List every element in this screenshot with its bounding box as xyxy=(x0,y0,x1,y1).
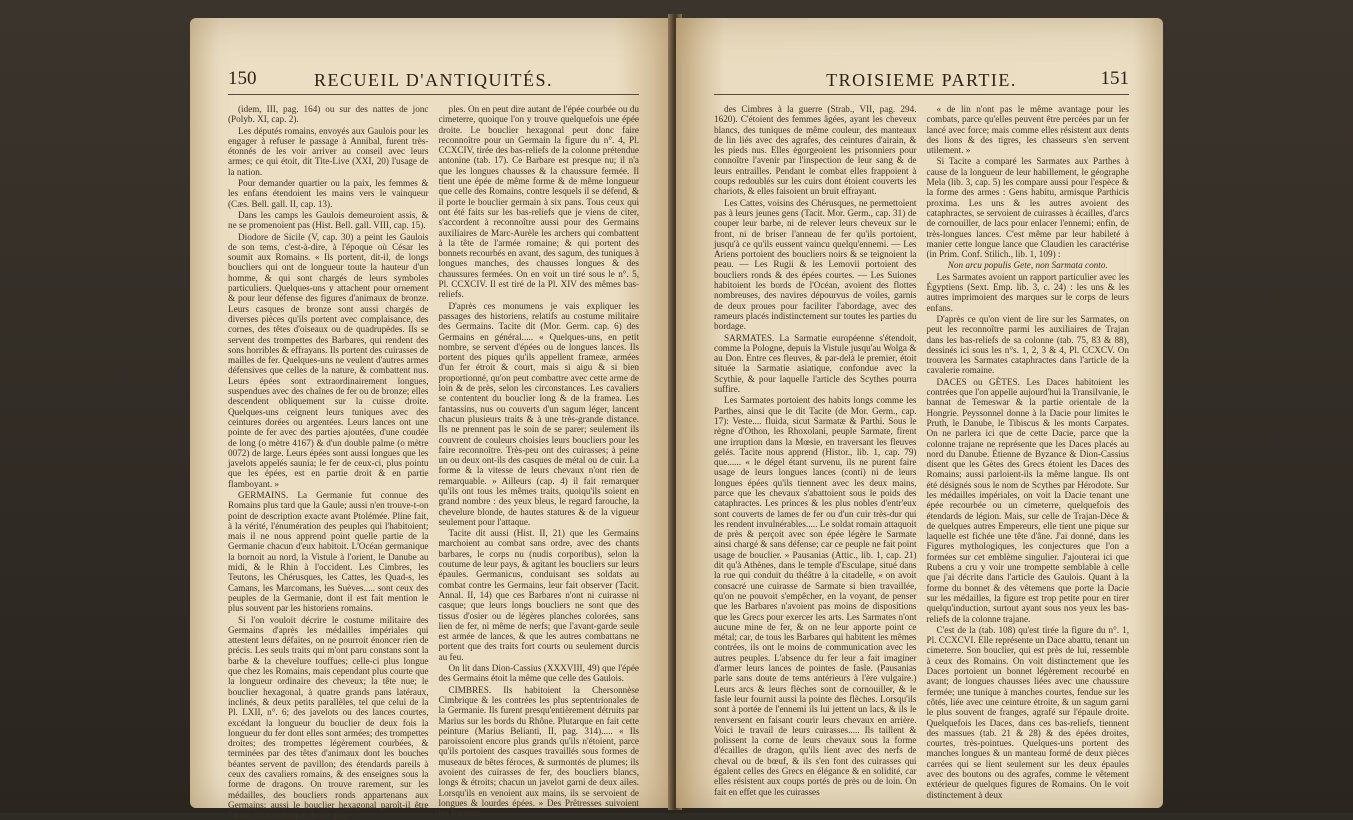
left-page-header xyxy=(228,68,639,95)
paragraph: (idem, III, pag. 164) ou sur des nattes de jonc (Polyb. XI, cap. 2). xyxy=(228,104,429,125)
left-column-2 xyxy=(438,104,640,819)
left-page-columns xyxy=(228,104,639,820)
paragraph: Si l'on vouloit décrire le costume militaire des Germains d'après les médailles impériales qui attestent leurs défaites, on ne pourroit énoncer rien de précis. Les seuls traits qui m'ont paru constans sont la barbe & la chevelure touffues; celle-ci plus longue que chez les Romains, mais cependant plus courte que la longueur ordinaire des cheveux; la tête nue; le bouclier hexagonal, à quatre grands pans latéraux, inclinés, & deux petits parallèles, tel que celui de la Pl. LXII, n°. 6; des javelots ou des lances courtes, excédant la longueur du bouclier de deux fois la longueur du fer dont elles sont armées; des trompettes droites; des trompettes légèrement courbées, & terminées par des têtes d'animaux dont les bouches béantes servent de pavillon; des étendards pareils à ceux des cavaliers romains, & des enseignes sous la forme de dragons. On trouve rarement, sur les médailles, des boucliers ronds appartenans aux Germains; aussi le bouclier hexagonal paroît-il être l'arme caractéristique de ces peu- xyxy=(228,614,429,820)
paragraph: Diodore de Sicile (V, cap. 30) a peint les Gaulois de son tems, c'est-à-dire, à l'époque où César les soumit aux Romains. « Ils portent, dit-il, de longs boucliers qui ont de longueur toute la hauteur d'un homme, & qui sont chargés de leurs symboles particuliers. Quelques-uns y attachent pour ornement & pour leur défense des figures d'animaux de bronze. Leurs casques de bronze sont aussi chargés de diverses pièces qu'ils portent avec complaisance, des cornes, des têtes d'oiseaux ou de quadrupèdes. Ils se servent des trompettes des Barbares, qui rendent des sons horribles & effrayans. Ils portent des cuirasses de mailles de fer. Quelques-uns ne veulent d'autres armes défensives que celles de la nature, & combattent nus. Leurs épées sont extraordinairement longues, suspendues avec des chaînes de fer ou de bronze; elles descendent obliquement sur la cuisse droite. Quelques-uns ceignent leurs tuniques avec des ceintures dorées ou argentées. Leurs lances ont une pointe de fer avec des parties ajoutées, d'une coudée de long (o mètre 4167) & d'un double palme (o mètre 0072) de large. Leurs épées sont aussi longues que les javelots appelés saunia; le fer de ceux-ci, plus pointu que les épées, est en partie droit & en partie flamboyant. » xyxy=(228,231,429,489)
paragraph: « de lin n'ont pas le même avantage pour les combats, parce qu'elles peuvent être percées par un fer lancé avec force; mais comme elles résistent aux dents des lions & des tigres, les chasseurs s'en servent utilement. » xyxy=(926,104,1129,156)
paragraph: Dans les camps les Gaulois demeuroient assis, & ne se promenoient pas (Hist. Bell. gall. VIII, cap. 15). xyxy=(228,209,429,231)
paragraph: DACES ou GÈTES. Les Daces habitoient les contrées que l'on appelle aujourd'hui la Transilvanie, le bannat de Temeswar & la partie orientale de la Hongrie. Peyssonnel donne à la Dacie pour limites le Pruth, le Danube, le Tibiscus & les monts Carpates. On ne parlera ici que de cette Dacie, parce que la colonne trajane ne représente que les Daces placés au nord du Danube. Étienne de Byzance & Dion-Cassius disent que les Gètes des Grecs étoient les Daces des Romains; aussi parloient-ils la même langue. Ils ont été désignés sous le nom de Scythes par Hérodote. Sur les médailles impériales, on voit la Dacie tenant une épée recourbée ou un cimeterre, quelquefois des étendards de légion. Mais, sur celle de Trajan-Dèce & de quelques autres Empereurs, elle tient une pique sur laquelle est fichée une tête d'âne. J'ai donné, dans les Figures mythologiques, les conjectures que l'on a formées sur cet emblème singulier. J'ajouterai ici que Rubens a cru y voir une trompette semblable à celle que j'ai décrite dans l'article des Gaulois. Quant à la forme du bonnet & des vêtemens que porte la Dacie sur les médailles, la figure est trop petite pour en tirer quelqu'induction, surtout ayant sous nos yeux les bas-reliefs de la colonne trajane. xyxy=(926,376,1129,624)
paragraph: D'après ces monumens je vais expliquer les passages des historiens, relatifs au costume militaire des Germains. Tacite dit (Mor. Germ. cap. 6) des Germains en général..... « Quelques-uns, en petit nombre, se servent d'épées ou de longues lances. Ils portent des piques qu'ils appellent frameæ, armées d'un fer étroit & court, mais si aigu & si bien proportionné, qu'on peut combattre avec cette arme de loin & de près, selon les circonstances. Les cavaliers se contentent du bouclier long & de la framea. Les fantassins, nus ou couverts d'un sagum léger, lancent chacun plusieurs traits & à une très-grande distance. Ils ne prennent pas le soin de se parer; seulement ils couvrent de couleurs choisies leurs boucliers pour les faire reconnoître. Très-peu ont des cuirasses; à peine un ou deux ont-ils des casques de métal ou de cuir. La forme & la vitesse de leurs chevaux n'ont rien de remarquable. » Ailleurs (cap. 4) il fait remarquer qu'ils ont tous les mêmes traits, quoiqu'ils soient en grand nombre : des yeux bleus, le regard farouche, la chevelure blonde, de hautes statures & de la vigueur seulement pour l'attaque. xyxy=(438,300,639,527)
verse-quote: Non arcu populis Gete, non Sarmata conto. xyxy=(947,260,1108,271)
paragraph: des Cimbres à la guerre (Strab., VII, pag. 294. 1620). C'étoient des femmes âgées, ayant les cheveux blancs, des tuniques de même couleur, des manteaux de lin liés avec des agrafes, des ceintures d'airain, & les pieds nus. Elles égorgeoient les prisonniers pour connoître l'avenir par l'inspection de leur sang & de leurs entrailles. Pendant le combat elles frappoient à coups redoublés sur les cuirs dont étoient couverts les chariots, & elles faisoient un bruit effrayant. xyxy=(714,104,917,197)
paragraph: CIMBRES. Ils habitoient la Chersonnèse Cimbrique & les contrées les plus septentrionales de la Germanie. Ils furent presqu'entièrement détruits par Marius sur les bords du Rhône. Plutarque en fait cette peinture (Marius Belianti, II, pag. 314)..... « Ils paroissoient encore plus grands qu'ils n'étoient, parce qu'ils portoient des casques travaillés sous formes de museaux de bêtes féroces, & surmontés de plumes; ils avoient des cuirasses de fer, des boucliers blancs, longs & étroits; chacun un javelot garni de deux ailes. Lorsqu'ils en venoient aux mains, ils se servoient de longues & lourdes épées. » Des Prêtresses suivoient les femmes xyxy=(438,684,639,819)
left-running-head: RECUEIL D'ANTIQUITÉS. xyxy=(313,70,554,90)
right-page-columns xyxy=(714,104,1129,800)
left-page-number: 150 xyxy=(228,68,257,89)
right-page-number: 151 xyxy=(1100,68,1129,89)
paragraph: Tacite dit aussi (Hist. II, 21) que les Germains marchoient au combat sans ordre, avec des chants barbares, le corps nu (nudis corporibus), selon la coutume de leur pays, & agitant les boucliers sur leurs épaules. Germanicus, conduisant ses soldats au combat contre les Germains, leur fait observer (Tacit. Annal. II, 14) que ces Barbares n'ont ni cuirasse ni casque; que leurs longs boucliers ne sont que des tissus d'osier ou de légères planches colorées, sans lien de fer, ni même de nerfs; que l'avant-garde seule est armée de lances, & que les autres combattans ne portent que des traits fort courts ou seulement durcis au feu. xyxy=(438,528,639,662)
paragraph: Les Sarmates portoient des habits longs comme les Parthes, ainsi que le dit Tacite (de Mor. Germ., cap. 17): Veste.... fluida, sicut Sarmatæ & Parthi. Sous le règne d'Othon, les Rhoxolani, peuple Sarmate, firent une irruption dans la Mœsie, en traversant les fleuves gelés. Tacite nous apprend (Histor., lib. 1, cap. 79) que...... « le dégel étant survenu, ils ne purent faire usage de leurs longues lances (conti) ni de leurs longues épées qu'ils tiennent avec les deux mains, parce que les chevaux s'abattoient sous le poids des cataphractes. Les princes & les plus nobles d'entr'eux sont couverts de lames de fer ou d'un cuir très-dur qui les rendent invulnérables..... Le soldat romain attaquoit de près & perçoit avec son épée légère le Sarmate ainsi chargé & sans défense; car ce peuple ne fait point usage de bouclier. » Pausanias (Attic., lib. 1, cap. 21) dit qu'à Athènes, dans le temple d'Esculape, situé dans la rue qui conduit du théâtre à la citadelle, « on avoit consacré une cuirasse de Sarmate si bien travaillée, qu'on ne pouvoit s'empêcher, en la voyant, de penser que les Barbares n'avoient pas moins de dispositions que les Grecs pour exercer les arts. Les Sarmates n'ont aucune mine de fer, & on ne leur apporte point ce métal; car, de tous les Barbares qui habitent les mêmes contrées, ils ont le moins de communication avec les autres peuples. L'absence du fer leur a fait imaginer d'armer leurs lances de pointes de fasle. (Pausanias parle sans doute de tems antérieurs à l'ère vulgaire.) Leurs arcs & leurs flèches sont de cornouiller, & le fasle leur fournit aussi la pointe des flèches. Lorsqu'ils sont à portée de l'ennemi ils lui jettent un lacs, & ils le renversent en faisant courir leurs chevaux en arrière. Voici le travail de leurs cuirasses..... Ils taillent & polissent la corne de leurs chevaux sous la forme d'écailles de dragon, qu'ils lient avec des nerfs de cheval ou de bœuf, & ils s'en font des cuirasses qui égalent celles des Grecs en élégance & en solidité, car elles résistent aux coups portés de près ou de loin. On fait en effet que les cuirasses xyxy=(714,395,917,797)
paragraph: Les Cattes, voisins des Chérusques, ne permettoient pas à leurs jeunes gens (Tacit. Mor. Germ., cap. 31) de couper leur barbe, ni de relever leurs cheveux sur le front, ni de briser l'anneau de fer qu'ils portoient, jusqu'à ce qu'ils eussent vaincu quelqu'ennemi. — Les Ariens portoient des boucliers noirs & se teignoient la peau. — Les Rugii & les Lemovii portoient des boucliers ronds & des épées courtes. — Les Suiones habitoient les bords de l'Océan, avoient des flottes nombreuses, des navires dépourvus de voiles, garnis de deux proues pour faciliter l'abordage, avec des rameurs placés indistinctement sur toutes les parties du bordage. xyxy=(714,197,917,332)
paragraph: Les députés romains, envoyés aux Gaulois pour les engager à refuser le passage à Annibal, furent très-étonnés de les voir arriver au conseil avec leurs armes; ce qui étoit, dit Tite-Live (XXI, 20) l'usage de la nation. xyxy=(228,125,429,177)
right-page xyxy=(676,18,1163,808)
paragraph: Les Sarmates avoient un rapport particulier avec les Égyptiens (Sext. Emp. lib. 3, c. 24) : les uns & les autres imprimoient des marques sur le corps de leurs enfans. xyxy=(926,271,1129,313)
paragraph: On lit dans Dion-Cassius (XXXVIII, 49) que l'épée des Germains étoit la même que celle des Gaulois. xyxy=(438,663,639,684)
right-column-2 xyxy=(926,104,1130,800)
left-page xyxy=(190,18,673,820)
left-column-1 xyxy=(228,104,429,820)
right-page-header xyxy=(714,68,1129,95)
right-running-head: TROISIEME PARTIE. xyxy=(826,70,1017,90)
paragraph: SARMATES. La Sarmatie européenne s'étendoit, comme la Pologne, depuis la Vistule jusqu'au Wolga & au Don. Entre ces fleuves, & par-delà le premier, étoit située la Sarmatie asiatique, confondue avec la Scythie, & pour laquelle l'article des Scythes pourra suffire. xyxy=(714,332,917,395)
paragraph: ples. On en peut dire autant de l'épée courbée ou du cimeterre, quoique l'on y trouve quelquefois une épée droite. Le bouclier hexagonal peut donc faire reconnoître pour un Germain la figure du n°. 4, Pl. CCXCIV, tirée des bas-reliefs de la colonne prétendue antonine (tab. 17). Ce Barbare est presque nu; il n'a que les longues chausses & la chaussure fermée. Il tient une épée de même forme & de même longueur que celle des Romains, contre lesquels il se défend, & il porte le bouclier germain à six pans. Tous ceux qui ont été faits sur les bas-reliefs que je viens de citer, s'accordent à reconnoître aussi pour des Germains auxiliaires de Marc-Aurèle les archers qui combattent à la tête de l'armée romaine; & qui portent des bonnets recourbés en avant, des sagum, des tuniques à longues manches, des chausses longues & des chaussures fermées. On en voit un tiré sous le n°. 5, Pl. CCXCIV. Il est tiré de la Pl. XIV des mêmes bas-reliefs. xyxy=(438,104,639,300)
paragraph: Si Tacite a comparé les Sarmates aux Parthes à cause de la longueur de leur habillement, le géographe Mela (lib. 3, cap. 5) les compare aussi pour l'espèce & la forme des armes : Gens habitu, armisque Parthicis proxima. Les uns & les autres avoient des cataphractes, se servoient de cuirasses à écailles, d'arcs de cornouiller, de lacs pour enlacer l'ennemi; enfin, de très-longues lances. C'est même par leur habileté à manier cette longue lance que Claudien les caractérise (in Prim. Conf. Stilich., lib. 1, 109) : xyxy=(926,156,1129,260)
paragraph: GERMAINS. La Germanie fut connue des Romains plus tard que la Gaule; aussi n'en trouve-t-on point de description exacte avant Ptolémée. Pline fait, à la vérité, l'énumération des peuples qui l'habitoient; mais il ne nous apprend point quelle partie de la Germanie chacun d'eux habitoit. L'Océan germanique la bornoit au nord, la Vistule à l'orient, le Danube au midi, & le Rhin à l'occident. Les Cimbres, les Teutons, les Chérusques, les Cattes, les Quad-s, les Camans, les Marcomans, les Suèves..... sont ceux des peuples de la Germanie, dont il est fait mention le plus souvent par les historiens romains. xyxy=(228,489,429,614)
right-column-1 xyxy=(714,104,917,797)
paragraph: C'est de la (tab. 108) qu'est tirée la figure du n°. 1, Pl. CCXCVI. Elle représente un Dace abattu, tenant un cimeterre. Son bouclier, qui est près de lui, ressemble à ceux des Romains. On voit distinctement que les Daces portoient un bonnet légèrement recourbé en avant; de longues chausses liées avec une chaussure fermée; une tunique à manches courtes, fendue sur les côtés, liée avec une ceinture étroite, & un sagum garni le plus souvent de franges, agrafé sur l'épaule droite. Quelquefois les Daces, dans ces bas-reliefs, tiennent des massues (tab. 21 & 28) & des épées droites, courtes, très-pointues. Quelques-uns portent des manches longues & un manteau formé de deux pièces carrées qui se lient seulement sur les deux épaules avec des boutons ou des agrafes, comme le vêtement extérieur de quelques figures de Romains. On le voit distinctement à deux xyxy=(926,624,1129,800)
paragraph: Pour demander quartier ou la paix, les femmes & les enfans étendoient les mains vers le vainqueur (Cæs. Bell. gall. II, cap. 13). xyxy=(228,178,429,209)
paragraph: D'après ce qu'on vient de lire sur les Sarmates, on peut les reconnoître parmi les auxiliaires de Trajan dans les bas-reliefs de sa colonne (tab. 75, 83 & 88), dessinés ici sous les n°s. 1, 2, 3 & 4, Pl. CCXCV. On trouvera les Sarmates cataphractes dans l'article de la cavalerie romaine. xyxy=(926,313,1129,376)
